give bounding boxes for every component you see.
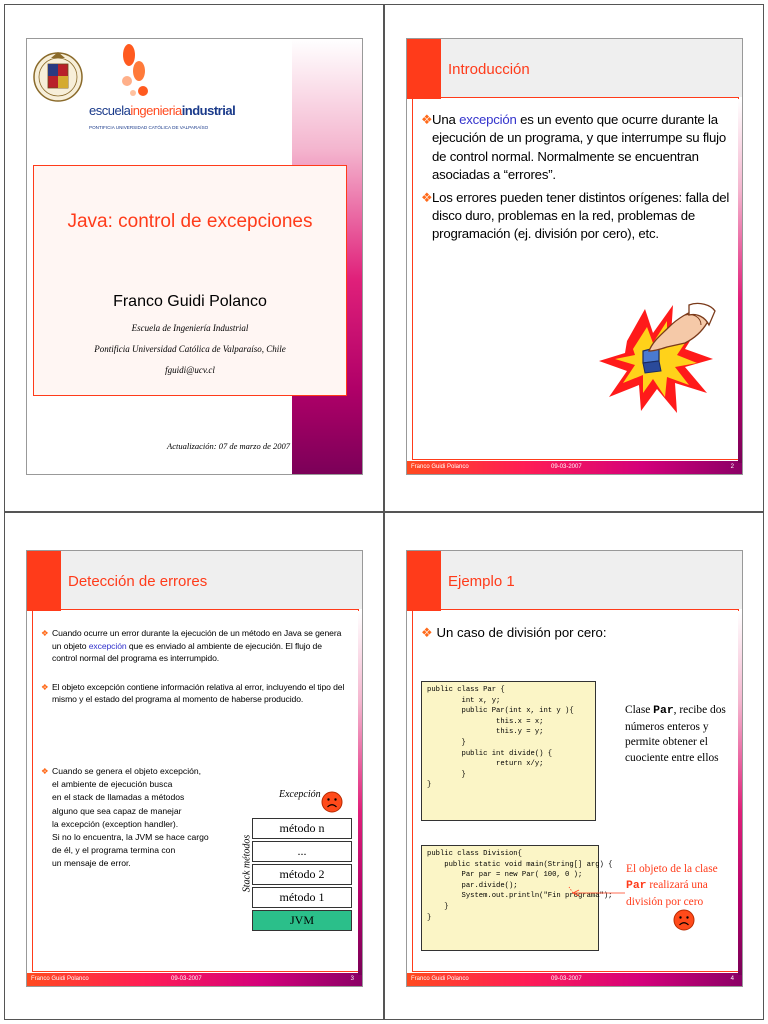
school-logo-subtitle: PONTIFICIA UNIVERSIDAD CATÓLICA DE VALPARAÍSO <box>89 125 209 130</box>
sad-face-icon <box>321 791 343 813</box>
note-class-par: Clase Par, recibe dos números enteros y permite obtener el cuociente entre ellos <box>625 704 726 764</box>
slide-deteccion-errores <box>26 550 363 987</box>
footer-page-number: 3 <box>350 976 354 982</box>
diamond-bullet-icon: ❖ <box>41 628 49 638</box>
diamond-bullet-icon: ❖ <box>421 625 433 640</box>
bullet-3: ❖ Cuando se genera el objeto excepción, el ambiente de ejecución busca en el stack de llamadas a métodos alguno que sea capaz de manejar la excepción (exception handler). Si no lo encuentra, la JVM se hace cargo de él, y el programa termina con un mensaje de error. <box>41 766 209 869</box>
slide-title: Introducción <box>448 61 530 78</box>
footer-page-number: 4 <box>730 976 734 982</box>
slide2-title-tab <box>407 39 441 99</box>
stack-row: método 1 <box>252 887 352 908</box>
bullet-1: ❖ Cuando ocurre un error durante la ejecución de un método en Java se genera un objeto excepción que es enviado al ambiente de ejecución. El flujo de control normal del programa es interrumpido. <box>41 628 342 664</box>
slide-introduccion <box>406 38 743 475</box>
footer-author: Franco Guidi Polanco <box>411 976 469 982</box>
slide3-side-band <box>358 611 362 975</box>
diamond-bullet-icon: ❖ <box>41 766 49 776</box>
update-date: Actualización: 07 de marzo de 2007 <box>167 441 290 451</box>
school-logo-mark-icon <box>117 43 151 99</box>
method-stack <box>252 818 352 931</box>
footer-author: Franco Guidi Polanco <box>411 464 469 470</box>
bullet-2: ❖ El objeto excepción contiene información relativa al error, incluyendo el tipo del mismo y el estado del programa al momento de haberse producido. <box>41 681 345 705</box>
diamond-bullet-icon: ❖ <box>421 189 433 205</box>
diamond-bullet-icon: ❖ <box>41 681 49 692</box>
bullet-2: ❖ Los errores pueden tener distintos orígenes: falla del disco duro, problemas en la red, problemas de programación (ej. división por cero), etc. <box>421 189 730 242</box>
slide-title: Ejemplo 1 <box>448 573 515 590</box>
slide2-bullets <box>421 111 733 244</box>
footer-page-number: 2 <box>730 464 734 470</box>
author-affiliation-1: Escuela de Ingeniería Industrial <box>131 323 249 333</box>
sad-face-icon <box>673 909 695 931</box>
footer-author: Franco Guidi Polanco <box>31 976 89 982</box>
footer-date: 09-03-2007 <box>551 464 582 470</box>
slide2-side-band <box>738 99 742 463</box>
slide4-title-tab <box>407 551 441 611</box>
author-affiliation-2: Pontificia Universidad Católica de Valparaíso, Chile <box>94 344 286 354</box>
stack-row: método 2 <box>252 864 352 885</box>
slide-title: Detección de errores <box>68 573 208 590</box>
presentation-title: Java: control de excepciones <box>67 211 313 232</box>
author-email: fguidi@ucv.cl <box>165 365 215 375</box>
code-block-division: public class Division{ public static void main(String[] arg) { Par par = new Par( 100, 0 ); par.divide(); System.out.println("Fin programa"); } } <box>421 845 599 951</box>
slide2-footer <box>407 461 742 474</box>
diamond-bullet-icon: ❖ <box>421 112 433 127</box>
slide3-title-tab <box>27 551 61 611</box>
hand-pressing-button-clipart-icon <box>597 301 717 419</box>
slide4-bullet: ❖ Un caso de división por cero: <box>421 625 607 640</box>
slide-title <box>26 38 363 475</box>
arrow-pointer-icon <box>567 881 627 901</box>
exception-label: Excepción <box>279 789 321 800</box>
footer-date: 09-03-2007 <box>171 976 202 982</box>
author-name: Franco Guidi Polanco <box>113 293 267 310</box>
stack-row-jvm: JVM <box>252 910 352 931</box>
university-crest-logo <box>33 44 83 110</box>
stack-label: Stack métodos <box>241 834 253 893</box>
footer-date: 09-03-2007 <box>551 976 582 982</box>
slide-ejemplo-1 <box>406 550 743 987</box>
note-division-por-cero: El objeto de la clase Par realizará una división por cero <box>626 863 718 908</box>
slide3-footer <box>27 973 362 986</box>
code-block-par: public class Par { int x, y; public Par(int x, int y ){ this.x = x; this.y = y; } public int divide() { return x/y; } } <box>421 681 596 821</box>
slide3-bullets <box>41 627 347 706</box>
slide4-footer <box>407 973 742 986</box>
school-logo-text: escuelaingenieriaindustrial <box>89 103 236 118</box>
title-box <box>33 165 347 396</box>
stack-row: ... <box>252 841 352 862</box>
bullet-1: ❖ Una excepción es un evento que ocurre durante la ejecución de un programa, y que interrumpe su flujo de control normal. Normalmente se encuentran asociadas a “errores”. <box>421 112 727 183</box>
slide4-side-band <box>738 611 742 975</box>
stack-row: método n <box>252 818 352 839</box>
